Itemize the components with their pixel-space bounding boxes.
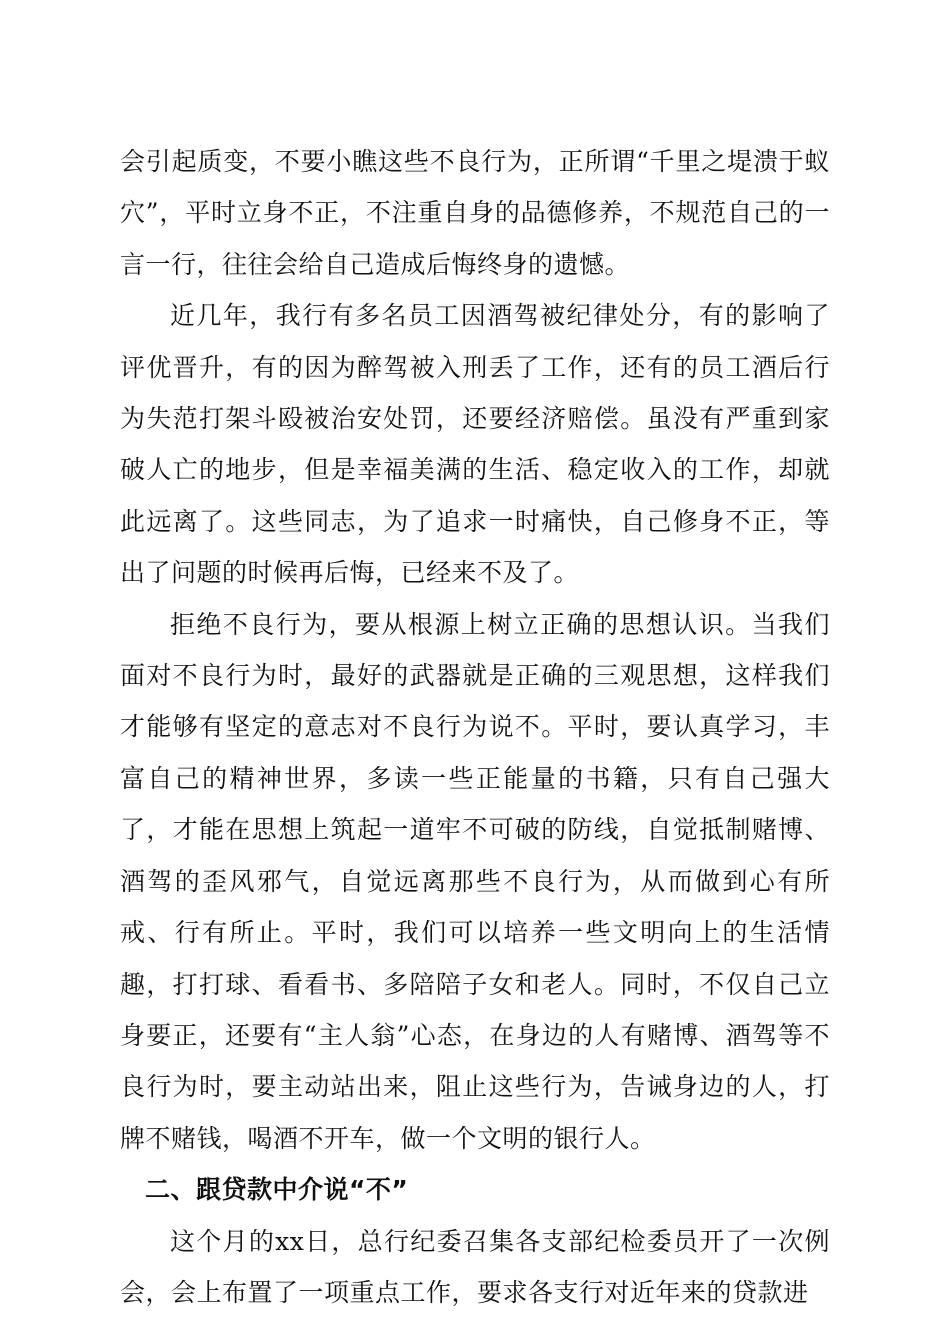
paragraph-drunk-driving: 近几年，我行有多名员工因酒驾被纪律处分，有的影响了评优晋升，有的因为醉驾被入刑丢了工作，还有的员工酒后行为失范打架斗殴被治安处罚，还要经济赔偿。虽没有严重到家破人亡的地步，但是幸福美满的生活、稳定收入的工作，却就此远离了。这些同志，为了追求一时痛快，自己修身不正，等出了问题的时候再后悔，已经来不及了。 <box>120 301 830 588</box>
paragraph-meeting: 这个月的xx日，总行纪委召集各支部纪检委员开了一次例会，会上布置了一项重点工作，要求各支行对近年来的贷款进 <box>120 1226 830 1307</box>
document-body <box>120 136 830 1318</box>
section-heading-loan-agents: 二、跟贷款中介说“不” <box>145 1175 409 1205</box>
paragraph-continuation: 会引起质变，不要小瞧这些不良行为，正所谓“千里之堤溃于蚁穴”，平时立身不正，不注重自身的品德修养，不规范自己的一言一行，往往会给自己造成后悔终身的遗憾。 <box>120 147 830 279</box>
paragraph-refuse-bad-behavior: 拒绝不良行为，要从根源上树立正确的思想认识。当我们面对不良行为时，最好的武器就是正确的三观思想，这样我们才能够有坚定的意志对不良行为说不。平时，要认真学习，丰富自己的精神世界，多读一些正能量的书籍，只有自己强大了，才能在思想上筑起一道牢不可破的防线，自觉抵制赌博、酒驾的歪风邪气，自觉远离那些不良行为，从而做到心有所戒、行有所止。平时，我们可以培养一些文明向上的生活情趣，打打球、看看书、多陪陪子女和老人。同时，不仅自己立身要正，还要有“主人翁”心态，在身边的人有赌博、酒驾等不良行为时，要主动站出来，阻止这些行为，告诫身边的人，打牌不赌钱，喝酒不开车，做一个文明的银行人。 <box>120 609 830 1153</box>
